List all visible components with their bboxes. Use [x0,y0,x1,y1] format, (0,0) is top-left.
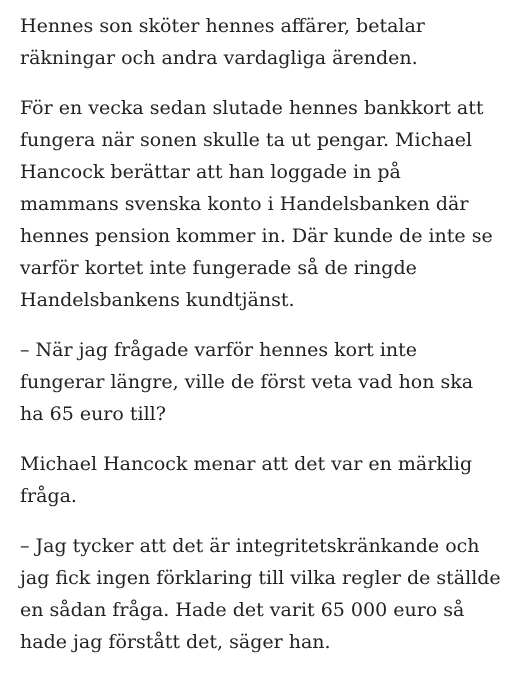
paragraph-quote-privacy: – Jag tycker att det är integritetskränkande och jag fick ingen förklaring till vilka regler de ställde en sådan fråga. Hade det varit 65 000 euro så hade jag förstått det, säger han. [20,535,501,653]
paragraph-son-manages-affairs: Hennes son sköter hennes affärer, betalar räkningar och andra vardagliga ärenden. [20,15,425,69]
paragraph-bank-card-stopped: För en vecka sedan slutade hennes bankkort att fungera när sonen skulle ta ut pengar. Michael Hancock berättar att han loggade in på mammans svenska konto i Handelsbanken där hennes pension kommer in. Där kunde de inte se varför kortet inte fungerade så de ringde Handelsbankens kundtjänst. [20,97,493,311]
paragraph-strange-question: Michael Hancock menar att det var en märklig fråga. [20,453,473,507]
paragraph-quote-65-euro: – När jag frågade varför hennes kort inte fungerar längre, ville de först veta vad hon ska ha 65 euro till? [20,339,474,425]
